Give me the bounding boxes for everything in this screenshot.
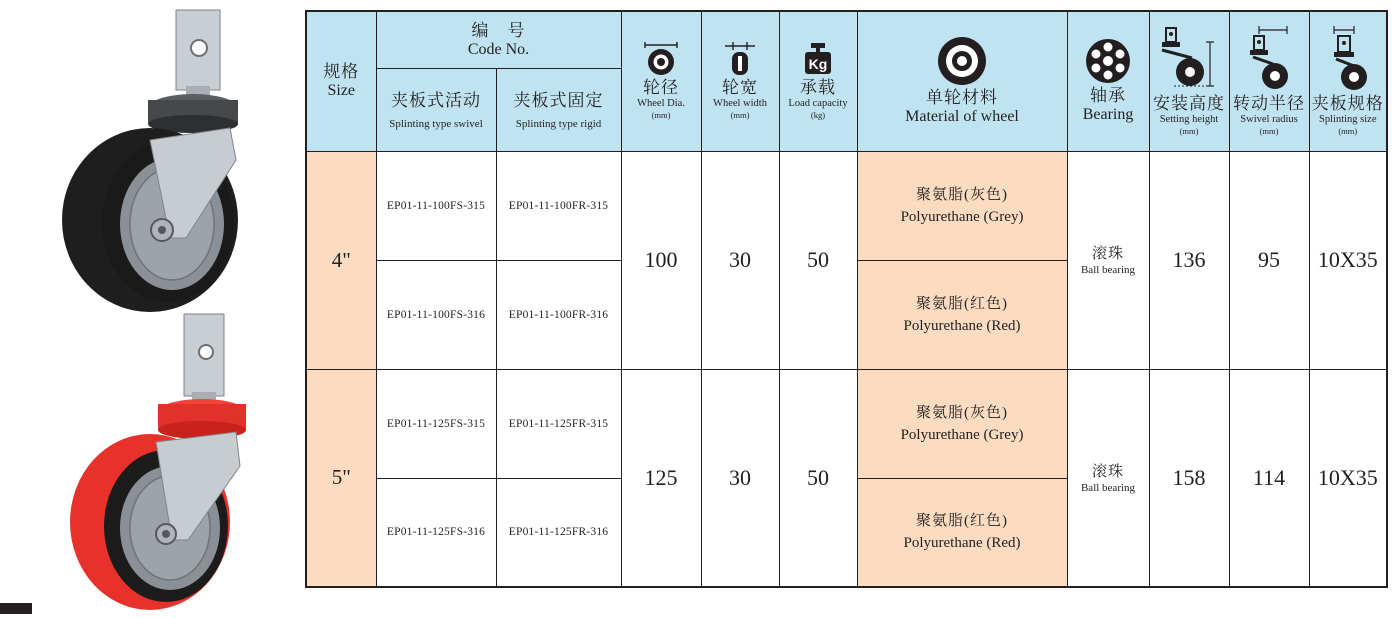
setting-height-icon	[1154, 26, 1224, 92]
header-size: 规格 Size	[306, 11, 376, 151]
splinting-size-value: 10X35	[1309, 369, 1387, 587]
material-cell: 聚氨脂(红色) Polyurethane (Red)	[857, 478, 1067, 587]
setting-height-value: 136	[1149, 151, 1229, 369]
header-wheel-dia: 轮径 Wheel Dia. (mm)	[621, 11, 701, 151]
wheel-width-value: 30	[701, 151, 779, 369]
bearing-icon	[1085, 38, 1131, 84]
material-cell: 聚氨脂(灰色) Polyurethane (Grey)	[857, 369, 1067, 478]
swivel-radius-icon	[1239, 26, 1299, 92]
splinting-size-value: 10X35	[1309, 151, 1387, 369]
header-swivel: 夹板式活动 Splinting type swivel	[376, 68, 496, 151]
swivel-code: EP01-11-125FS-316	[376, 478, 496, 587]
header-swivel-radius: 转动半径 Swivel radius (mm)	[1229, 11, 1309, 151]
header-load: Kg 承载 Load capacity (kg)	[779, 11, 857, 151]
setting-height-value: 158	[1149, 369, 1229, 587]
header-wheel-width: 轮宽 Wheel width (mm)	[701, 11, 779, 151]
wheel-dia-value: 100	[621, 151, 701, 369]
size-cell: 4"	[306, 151, 376, 369]
kg-weight-icon	[801, 42, 835, 76]
header-setting-height: 安装高度 Setting height (mm)	[1149, 11, 1229, 151]
table-row	[306, 369, 1387, 478]
wheel-width-value: 30	[701, 369, 779, 587]
rigid-code: EP01-11-125FR-315	[496, 369, 621, 478]
header-splinting-size: 夹板规格 Splinting size (mm)	[1309, 11, 1387, 151]
header-code: 编 号 Code No.	[376, 11, 621, 68]
bearing-cell: 滚珠 Ball bearing	[1067, 369, 1149, 587]
red-caster-image	[70, 314, 246, 610]
rigid-code: EP01-11-100FR-316	[496, 260, 621, 369]
header-bearing: 轴承 Bearing	[1067, 11, 1149, 151]
wheel-diameter-icon	[644, 42, 678, 76]
grey-caster-image	[62, 10, 238, 312]
swivel-code: EP01-11-100FS-315	[376, 151, 496, 260]
size-cell: 5"	[306, 369, 376, 587]
bearing-cell: 滚珠 Ball bearing	[1067, 151, 1149, 369]
corner-mark	[0, 603, 32, 614]
spec-table	[305, 10, 1388, 588]
table-row	[306, 151, 1387, 260]
splinting-size-icon	[1318, 26, 1378, 92]
swivel-code: EP01-11-100FS-316	[376, 260, 496, 369]
rigid-code: EP01-11-100FR-315	[496, 151, 621, 260]
caster-illustrations	[0, 0, 300, 614]
load-value: 50	[779, 369, 857, 587]
header-material: 单轮材料 Material of wheel	[857, 11, 1067, 151]
swivel-radius-value: 114	[1229, 369, 1309, 587]
load-value: 50	[779, 151, 857, 369]
wheel-material-icon	[937, 36, 987, 86]
material-cell: 聚氨脂(红色) Polyurethane (Red)	[857, 260, 1067, 369]
material-cell: 聚氨脂(灰色) Polyurethane (Grey)	[857, 151, 1067, 260]
product-photos	[0, 0, 300, 614]
rigid-code: EP01-11-125FR-316	[496, 478, 621, 587]
swivel-radius-value: 95	[1229, 151, 1309, 369]
wheel-dia-value: 125	[621, 369, 701, 587]
wheel-width-icon	[723, 42, 757, 76]
kg-label: Kg	[808, 56, 828, 73]
header-rigid: 夹板式固定 Splinting type rigid	[496, 68, 621, 151]
swivel-code: EP01-11-125FS-315	[376, 369, 496, 478]
